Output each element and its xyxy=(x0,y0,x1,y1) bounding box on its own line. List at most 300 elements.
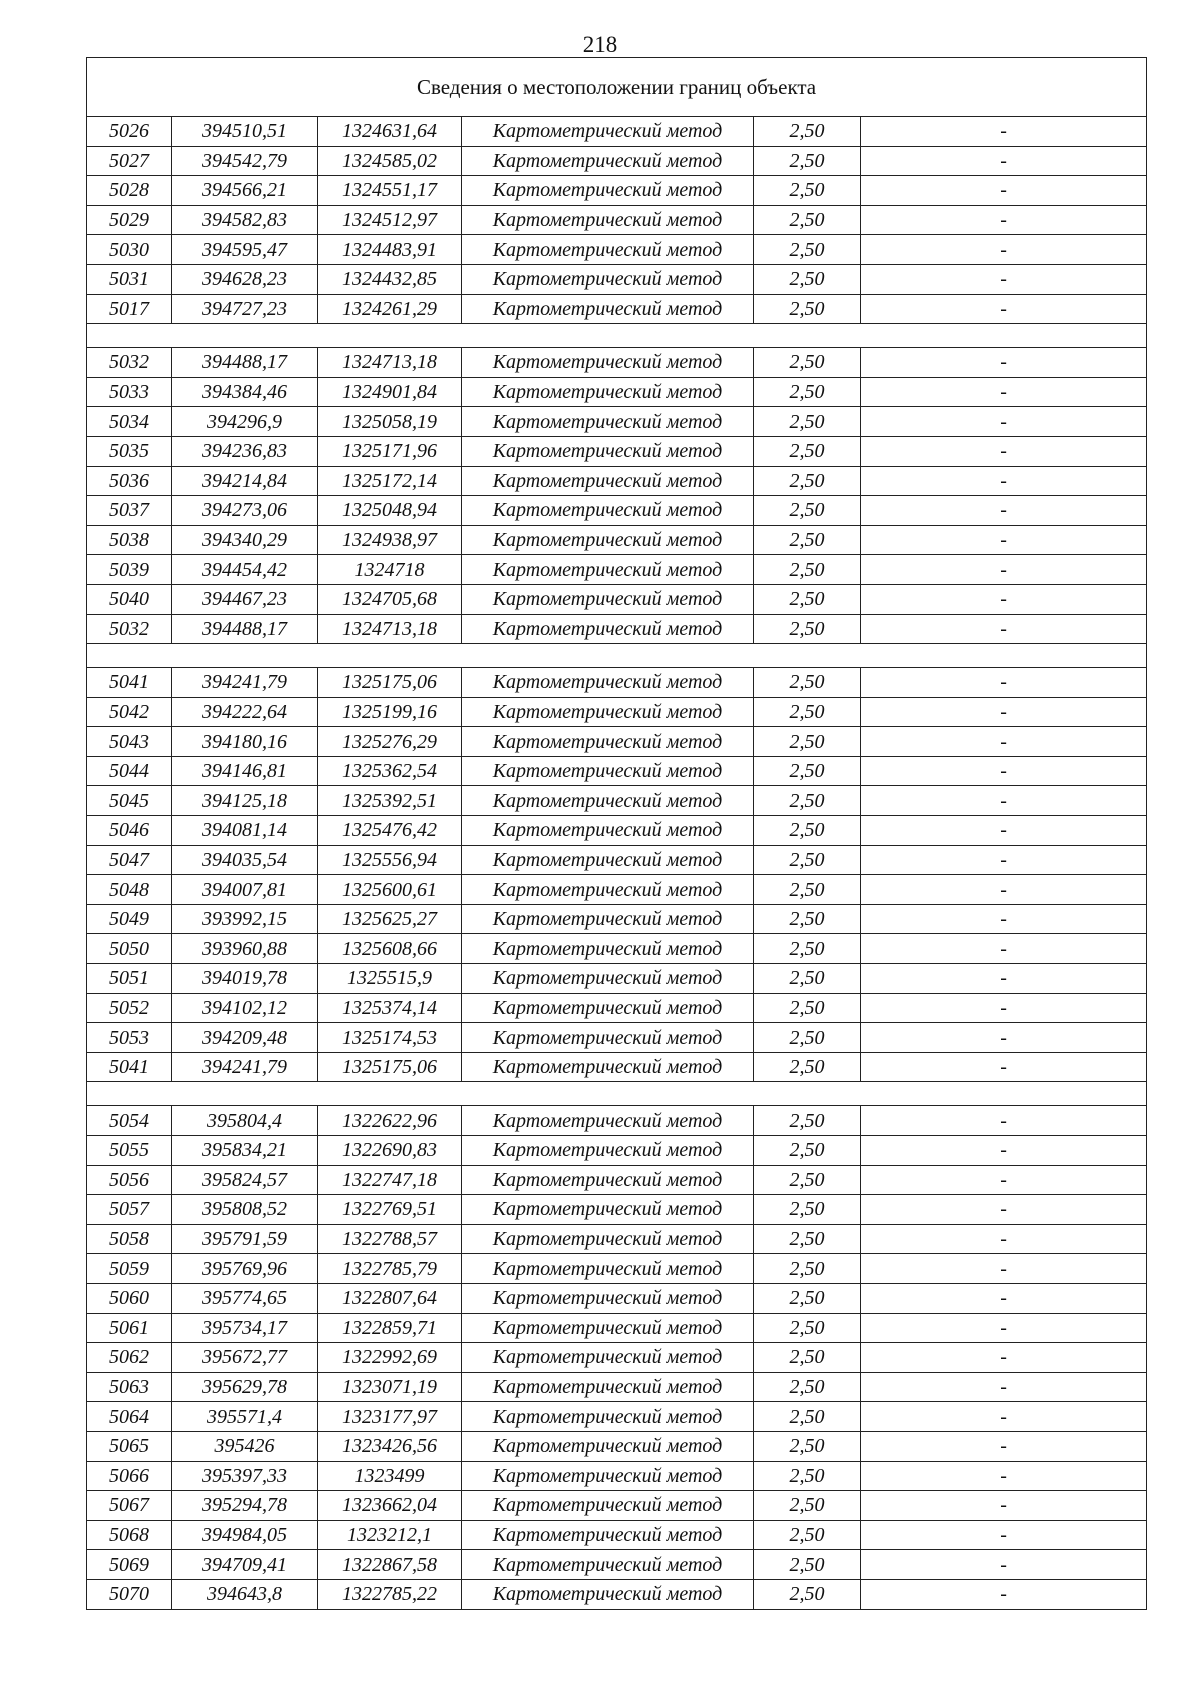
table-row xyxy=(87,264,1147,294)
accuracy-cell: 2,50 xyxy=(754,1550,861,1580)
accuracy-cell: 2,50 xyxy=(754,1023,861,1053)
x-coordinate-cell: 394566,21 xyxy=(172,176,318,206)
point-number-cell: 5060 xyxy=(87,1283,172,1313)
method-cell: Картометрический метод xyxy=(462,1431,754,1461)
y-coordinate-cell: 1325556,94 xyxy=(318,845,462,875)
method-cell: Картометрический метод xyxy=(462,756,754,786)
accuracy-cell: 2,50 xyxy=(754,176,861,206)
point-number-cell: 5032 xyxy=(87,348,172,378)
method-cell: Картометрический метод xyxy=(462,525,754,555)
table-row xyxy=(87,466,1147,496)
method-cell: Картометрический метод xyxy=(462,1165,754,1195)
description-cell: - xyxy=(861,993,1147,1023)
point-number-cell: 5044 xyxy=(87,756,172,786)
accuracy-cell: 2,50 xyxy=(754,1579,861,1609)
point-number-cell: 5032 xyxy=(87,614,172,644)
table-row xyxy=(87,1343,1147,1373)
table-row xyxy=(87,294,1147,324)
x-coordinate-cell: 394488,17 xyxy=(172,348,318,378)
point-number-cell: 5017 xyxy=(87,294,172,324)
table-row xyxy=(87,1431,1147,1461)
point-number-cell: 5036 xyxy=(87,466,172,496)
y-coordinate-cell: 1323212,1 xyxy=(318,1520,462,1550)
y-coordinate-cell: 1325600,61 xyxy=(318,875,462,905)
method-cell: Картометрический метод xyxy=(462,668,754,698)
x-coordinate-cell: 394236,83 xyxy=(172,436,318,466)
group-separator-row xyxy=(87,324,1147,348)
y-coordinate-cell: 1325392,51 xyxy=(318,786,462,816)
y-coordinate-cell: 1324551,17 xyxy=(318,176,462,206)
accuracy-cell: 2,50 xyxy=(754,1195,861,1225)
accuracy-cell: 2,50 xyxy=(754,1431,861,1461)
point-number-cell: 5059 xyxy=(87,1254,172,1284)
x-coordinate-cell: 394241,79 xyxy=(172,668,318,698)
table-row xyxy=(87,1254,1147,1284)
table-row xyxy=(87,1402,1147,1432)
method-cell: Картометрический метод xyxy=(462,697,754,727)
y-coordinate-cell: 1324261,29 xyxy=(318,294,462,324)
accuracy-cell: 2,50 xyxy=(754,525,861,555)
x-coordinate-cell: 394340,29 xyxy=(172,525,318,555)
method-cell: Картометрический метод xyxy=(462,845,754,875)
method-cell: Картометрический метод xyxy=(462,146,754,176)
x-coordinate-cell: 394214,84 xyxy=(172,466,318,496)
point-number-cell: 5058 xyxy=(87,1224,172,1254)
point-number-cell: 5070 xyxy=(87,1579,172,1609)
point-number-cell: 5063 xyxy=(87,1372,172,1402)
method-cell: Картометрический метод xyxy=(462,1254,754,1284)
description-cell: - xyxy=(861,264,1147,294)
description-cell: - xyxy=(861,176,1147,206)
page-number: 218 xyxy=(582,32,618,57)
method-cell: Картометрический метод xyxy=(462,993,754,1023)
method-cell: Картометрический метод xyxy=(462,964,754,994)
method-cell: Картометрический метод xyxy=(462,377,754,407)
accuracy-cell: 2,50 xyxy=(754,1461,861,1491)
table-row xyxy=(87,1023,1147,1053)
table-row xyxy=(87,1283,1147,1313)
table-row xyxy=(87,1136,1147,1166)
x-coordinate-cell: 395834,21 xyxy=(172,1136,318,1166)
point-number-cell: 5043 xyxy=(87,727,172,757)
point-number-cell: 5027 xyxy=(87,146,172,176)
y-coordinate-cell: 1324483,91 xyxy=(318,235,462,265)
group-separator-row xyxy=(87,1082,1147,1106)
description-cell: - xyxy=(861,816,1147,846)
description-cell: - xyxy=(861,1254,1147,1284)
y-coordinate-cell: 1325515,9 xyxy=(318,964,462,994)
point-number-cell: 5050 xyxy=(87,934,172,964)
table-row xyxy=(87,1313,1147,1343)
y-coordinate-cell: 1325172,14 xyxy=(318,466,462,496)
group-separator-cell xyxy=(87,1082,1147,1106)
accuracy-cell: 2,50 xyxy=(754,1343,861,1373)
point-number-cell: 5051 xyxy=(87,964,172,994)
point-number-cell: 5062 xyxy=(87,1343,172,1373)
description-cell: - xyxy=(861,727,1147,757)
table-row xyxy=(87,727,1147,757)
description-cell: - xyxy=(861,756,1147,786)
table-title-row xyxy=(87,58,1147,117)
point-number-cell: 5038 xyxy=(87,525,172,555)
table-row xyxy=(87,377,1147,407)
group-separator-cell xyxy=(87,324,1147,348)
table-row xyxy=(87,614,1147,644)
point-number-cell: 5034 xyxy=(87,407,172,437)
x-coordinate-cell: 394595,47 xyxy=(172,235,318,265)
method-cell: Картометрический метод xyxy=(462,436,754,466)
x-coordinate-cell: 394102,12 xyxy=(172,993,318,1023)
method-cell: Картометрический метод xyxy=(462,117,754,147)
boundary-coordinates-table xyxy=(86,57,1147,1610)
description-cell: - xyxy=(861,1165,1147,1195)
method-cell: Картометрический метод xyxy=(462,1372,754,1402)
point-number-cell: 5026 xyxy=(87,117,172,147)
point-number-cell: 5045 xyxy=(87,786,172,816)
method-cell: Картометрический метод xyxy=(462,1313,754,1343)
point-number-cell: 5029 xyxy=(87,205,172,235)
y-coordinate-cell: 1325374,14 xyxy=(318,993,462,1023)
table-row xyxy=(87,1491,1147,1521)
x-coordinate-cell: 394222,64 xyxy=(172,697,318,727)
method-cell: Картометрический метод xyxy=(462,584,754,614)
y-coordinate-cell: 1325362,54 xyxy=(318,756,462,786)
accuracy-cell: 2,50 xyxy=(754,555,861,585)
accuracy-cell: 2,50 xyxy=(754,1136,861,1166)
table-row xyxy=(87,1520,1147,1550)
method-cell: Картометрический метод xyxy=(462,1136,754,1166)
method-cell: Картометрический метод xyxy=(462,1023,754,1053)
x-coordinate-cell: 394209,48 xyxy=(172,1023,318,1053)
y-coordinate-cell: 1324512,97 xyxy=(318,205,462,235)
point-number-cell: 5065 xyxy=(87,1431,172,1461)
method-cell: Картометрический метод xyxy=(462,205,754,235)
point-number-cell: 5069 xyxy=(87,1550,172,1580)
x-coordinate-cell: 394125,18 xyxy=(172,786,318,816)
accuracy-cell: 2,50 xyxy=(754,964,861,994)
table-row xyxy=(87,1195,1147,1225)
y-coordinate-cell: 1322785,22 xyxy=(318,1579,462,1609)
accuracy-cell: 2,50 xyxy=(754,904,861,934)
point-number-cell: 5040 xyxy=(87,584,172,614)
description-cell: - xyxy=(861,1372,1147,1402)
method-cell: Картометрический метод xyxy=(462,1461,754,1491)
point-number-cell: 5039 xyxy=(87,555,172,585)
table-row xyxy=(87,176,1147,206)
table-row xyxy=(87,407,1147,437)
point-number-cell: 5056 xyxy=(87,1165,172,1195)
description-cell: - xyxy=(861,584,1147,614)
point-number-cell: 5046 xyxy=(87,816,172,846)
y-coordinate-cell: 1323071,19 xyxy=(318,1372,462,1402)
point-number-cell: 5037 xyxy=(87,496,172,526)
accuracy-cell: 2,50 xyxy=(754,1372,861,1402)
x-coordinate-cell: 394467,23 xyxy=(172,584,318,614)
description-cell: - xyxy=(861,205,1147,235)
method-cell: Картометрический метод xyxy=(462,816,754,846)
table-row xyxy=(87,993,1147,1023)
accuracy-cell: 2,50 xyxy=(754,1402,861,1432)
y-coordinate-cell: 1325276,29 xyxy=(318,727,462,757)
y-coordinate-cell: 1324585,02 xyxy=(318,146,462,176)
x-coordinate-cell: 393992,15 xyxy=(172,904,318,934)
table-row xyxy=(87,584,1147,614)
accuracy-cell: 2,50 xyxy=(754,146,861,176)
x-coordinate-cell: 394488,17 xyxy=(172,614,318,644)
description-cell: - xyxy=(861,436,1147,466)
description-cell: - xyxy=(861,1313,1147,1343)
y-coordinate-cell: 1324901,84 xyxy=(318,377,462,407)
description-cell: - xyxy=(861,875,1147,905)
x-coordinate-cell: 394727,23 xyxy=(172,294,318,324)
accuracy-cell: 2,50 xyxy=(754,727,861,757)
table-row xyxy=(87,1372,1147,1402)
x-coordinate-cell: 395734,17 xyxy=(172,1313,318,1343)
table-row xyxy=(87,756,1147,786)
description-cell: - xyxy=(861,904,1147,934)
description-cell: - xyxy=(861,117,1147,147)
y-coordinate-cell: 1325048,94 xyxy=(318,496,462,526)
y-coordinate-cell: 1324432,85 xyxy=(318,264,462,294)
accuracy-cell: 2,50 xyxy=(754,756,861,786)
y-coordinate-cell: 1323662,04 xyxy=(318,1491,462,1521)
point-number-cell: 5067 xyxy=(87,1491,172,1521)
description-cell: - xyxy=(861,697,1147,727)
x-coordinate-cell: 395397,33 xyxy=(172,1461,318,1491)
point-number-cell: 5030 xyxy=(87,235,172,265)
method-cell: Картометрический метод xyxy=(462,786,754,816)
method-cell: Картометрический метод xyxy=(462,1491,754,1521)
method-cell: Картометрический метод xyxy=(462,264,754,294)
method-cell: Картометрический метод xyxy=(462,496,754,526)
table-row xyxy=(87,1106,1147,1136)
description-cell: - xyxy=(861,964,1147,994)
x-coordinate-cell: 394582,83 xyxy=(172,205,318,235)
accuracy-cell: 2,50 xyxy=(754,934,861,964)
method-cell: Картометрический метод xyxy=(462,1550,754,1580)
method-cell: Картометрический метод xyxy=(462,466,754,496)
point-number-cell: 5035 xyxy=(87,436,172,466)
accuracy-cell: 2,50 xyxy=(754,117,861,147)
accuracy-cell: 2,50 xyxy=(754,1165,861,1195)
x-coordinate-cell: 394643,8 xyxy=(172,1579,318,1609)
y-coordinate-cell: 1325625,27 xyxy=(318,904,462,934)
x-coordinate-cell: 395769,96 xyxy=(172,1254,318,1284)
accuracy-cell: 2,50 xyxy=(754,348,861,378)
y-coordinate-cell: 1324713,18 xyxy=(318,614,462,644)
table-row xyxy=(87,845,1147,875)
x-coordinate-cell: 394241,79 xyxy=(172,1052,318,1082)
point-number-cell: 5057 xyxy=(87,1195,172,1225)
accuracy-cell: 2,50 xyxy=(754,875,861,905)
accuracy-cell: 2,50 xyxy=(754,264,861,294)
method-cell: Картометрический метод xyxy=(462,1579,754,1609)
x-coordinate-cell: 395804,4 xyxy=(172,1106,318,1136)
y-coordinate-cell: 1325058,19 xyxy=(318,407,462,437)
method-cell: Картометрический метод xyxy=(462,407,754,437)
y-coordinate-cell: 1325175,06 xyxy=(318,668,462,698)
accuracy-cell: 2,50 xyxy=(754,993,861,1023)
point-number-cell: 5068 xyxy=(87,1520,172,1550)
y-coordinate-cell: 1324631,64 xyxy=(318,117,462,147)
accuracy-cell: 2,50 xyxy=(754,786,861,816)
accuracy-cell: 2,50 xyxy=(754,614,861,644)
description-cell: - xyxy=(861,146,1147,176)
method-cell: Картометрический метод xyxy=(462,1520,754,1550)
method-cell: Картометрический метод xyxy=(462,1052,754,1082)
x-coordinate-cell: 394007,81 xyxy=(172,875,318,905)
x-coordinate-cell: 394510,51 xyxy=(172,117,318,147)
table-row xyxy=(87,496,1147,526)
table-row xyxy=(87,205,1147,235)
method-cell: Картометрический метод xyxy=(462,875,754,905)
accuracy-cell: 2,50 xyxy=(754,668,861,698)
x-coordinate-cell: 393960,88 xyxy=(172,934,318,964)
table-row xyxy=(87,1165,1147,1195)
accuracy-cell: 2,50 xyxy=(754,294,861,324)
point-number-cell: 5055 xyxy=(87,1136,172,1166)
y-coordinate-cell: 1323426,56 xyxy=(318,1431,462,1461)
y-coordinate-cell: 1324713,18 xyxy=(318,348,462,378)
y-coordinate-cell: 1323177,97 xyxy=(318,1402,462,1432)
method-cell: Картометрический метод xyxy=(462,1106,754,1136)
description-cell: - xyxy=(861,235,1147,265)
accuracy-cell: 2,50 xyxy=(754,496,861,526)
table-row xyxy=(87,934,1147,964)
description-cell: - xyxy=(861,1106,1147,1136)
y-coordinate-cell: 1324705,68 xyxy=(318,584,462,614)
description-cell: - xyxy=(861,668,1147,698)
table-title: Сведения о местоположении границ объекта xyxy=(87,58,1147,117)
point-number-cell: 5033 xyxy=(87,377,172,407)
point-number-cell: 5053 xyxy=(87,1023,172,1053)
description-cell: - xyxy=(861,934,1147,964)
table-row xyxy=(87,555,1147,585)
description-cell: - xyxy=(861,1343,1147,1373)
point-number-cell: 5031 xyxy=(87,264,172,294)
point-number-cell: 5047 xyxy=(87,845,172,875)
table-row xyxy=(87,1461,1147,1491)
description-cell: - xyxy=(861,614,1147,644)
description-cell: - xyxy=(861,1023,1147,1053)
table-row xyxy=(87,436,1147,466)
x-coordinate-cell: 394019,78 xyxy=(172,964,318,994)
description-cell: - xyxy=(861,1224,1147,1254)
x-coordinate-cell: 395672,77 xyxy=(172,1343,318,1373)
x-coordinate-cell: 395808,52 xyxy=(172,1195,318,1225)
method-cell: Картометрический метод xyxy=(462,235,754,265)
description-cell: - xyxy=(861,1283,1147,1313)
x-coordinate-cell: 395294,78 xyxy=(172,1491,318,1521)
point-number-cell: 5061 xyxy=(87,1313,172,1343)
method-cell: Картометрический метод xyxy=(462,1343,754,1373)
table-row xyxy=(87,525,1147,555)
y-coordinate-cell: 1322992,69 xyxy=(318,1343,462,1373)
accuracy-cell: 2,50 xyxy=(754,584,861,614)
method-cell: Картометрический метод xyxy=(462,294,754,324)
table-row xyxy=(87,964,1147,994)
y-coordinate-cell: 1322859,71 xyxy=(318,1313,462,1343)
y-coordinate-cell: 1322788,57 xyxy=(318,1224,462,1254)
table-row xyxy=(87,816,1147,846)
x-coordinate-cell: 395571,4 xyxy=(172,1402,318,1432)
description-cell: - xyxy=(861,1579,1147,1609)
y-coordinate-cell: 1324938,97 xyxy=(318,525,462,555)
description-cell: - xyxy=(861,1195,1147,1225)
table-row xyxy=(87,668,1147,698)
description-cell: - xyxy=(861,845,1147,875)
y-coordinate-cell: 1322622,96 xyxy=(318,1106,462,1136)
x-coordinate-cell: 395629,78 xyxy=(172,1372,318,1402)
x-coordinate-cell: 395774,65 xyxy=(172,1283,318,1313)
description-cell: - xyxy=(861,348,1147,378)
y-coordinate-cell: 1322690,83 xyxy=(318,1136,462,1166)
method-cell: Картометрический метод xyxy=(462,904,754,934)
description-cell: - xyxy=(861,555,1147,585)
point-number-cell: 5064 xyxy=(87,1402,172,1432)
point-number-cell: 5041 xyxy=(87,668,172,698)
point-number-cell: 5042 xyxy=(87,697,172,727)
description-cell: - xyxy=(861,1520,1147,1550)
point-number-cell: 5041 xyxy=(87,1052,172,1082)
description-cell: - xyxy=(861,377,1147,407)
y-coordinate-cell: 1325476,42 xyxy=(318,816,462,846)
accuracy-cell: 2,50 xyxy=(754,1224,861,1254)
table-row xyxy=(87,1224,1147,1254)
x-coordinate-cell: 394384,46 xyxy=(172,377,318,407)
y-coordinate-cell: 1325175,06 xyxy=(318,1052,462,1082)
table-row xyxy=(87,146,1147,176)
x-coordinate-cell: 394273,06 xyxy=(172,496,318,526)
table-row xyxy=(87,904,1147,934)
table-row xyxy=(87,117,1147,147)
accuracy-cell: 2,50 xyxy=(754,1254,861,1284)
method-cell: Картометрический метод xyxy=(462,176,754,206)
x-coordinate-cell: 395791,59 xyxy=(172,1224,318,1254)
x-coordinate-cell: 394984,05 xyxy=(172,1520,318,1550)
accuracy-cell: 2,50 xyxy=(754,436,861,466)
accuracy-cell: 2,50 xyxy=(754,466,861,496)
table-row xyxy=(87,875,1147,905)
method-cell: Картометрический метод xyxy=(462,727,754,757)
description-cell: - xyxy=(861,407,1147,437)
point-number-cell: 5052 xyxy=(87,993,172,1023)
method-cell: Картометрический метод xyxy=(462,555,754,585)
y-coordinate-cell: 1324718 xyxy=(318,555,462,585)
table-row xyxy=(87,786,1147,816)
y-coordinate-cell: 1325608,66 xyxy=(318,934,462,964)
description-cell: - xyxy=(861,1550,1147,1580)
method-cell: Картометрический метод xyxy=(462,1283,754,1313)
method-cell: Картометрический метод xyxy=(462,1224,754,1254)
point-number-cell: 5028 xyxy=(87,176,172,206)
table-row xyxy=(87,235,1147,265)
accuracy-cell: 2,50 xyxy=(754,1052,861,1082)
group-separator-row xyxy=(87,644,1147,668)
accuracy-cell: 2,50 xyxy=(754,845,861,875)
y-coordinate-cell: 1322769,51 xyxy=(318,1195,462,1225)
y-coordinate-cell: 1325199,16 xyxy=(318,697,462,727)
table-body xyxy=(87,58,1147,1610)
accuracy-cell: 2,50 xyxy=(754,235,861,265)
description-cell: - xyxy=(861,786,1147,816)
point-number-cell: 5049 xyxy=(87,904,172,934)
point-number-cell: 5054 xyxy=(87,1106,172,1136)
point-number-cell: 5048 xyxy=(87,875,172,905)
x-coordinate-cell: 394628,23 xyxy=(172,264,318,294)
x-coordinate-cell: 394035,54 xyxy=(172,845,318,875)
y-coordinate-cell: 1323499 xyxy=(318,1461,462,1491)
